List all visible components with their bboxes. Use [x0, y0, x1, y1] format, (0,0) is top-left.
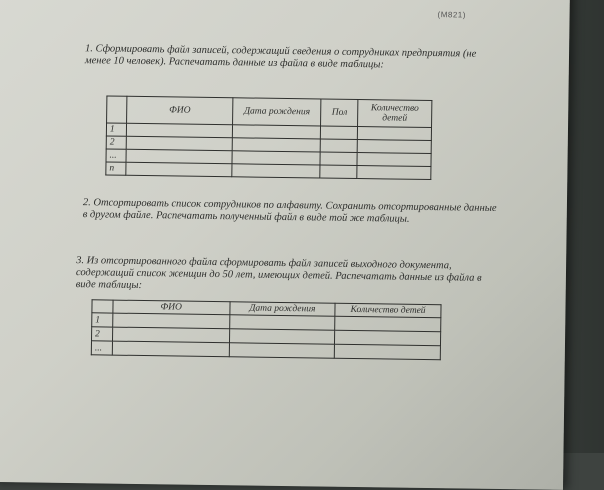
table-cell [357, 140, 431, 154]
employees-table [105, 95, 432, 180]
row-number: n [106, 162, 126, 175]
row-number: ... [91, 341, 112, 355]
table-cell [357, 127, 431, 141]
table-cell [320, 152, 357, 166]
table-cell [229, 329, 335, 344]
table-cell [335, 330, 441, 345]
row-number: 1 [106, 123, 126, 136]
column-header-number [92, 300, 113, 313]
row-number: 2 [91, 327, 112, 341]
table-cell [357, 153, 431, 167]
column-header-birth-date: Дата рождения [230, 302, 336, 316]
table-cell [334, 344, 440, 359]
row-number: ... [106, 149, 126, 162]
table-cell [335, 316, 441, 331]
table-cell [321, 126, 358, 140]
column-header-birth-date: Дата рождения [233, 98, 322, 126]
table-cell [232, 164, 321, 178]
column-header-children-count: Количество детей [358, 100, 432, 128]
women-table [91, 299, 442, 360]
table-cell [232, 138, 321, 152]
task-2-text: 2. Отсортировать список сотрудников по алфавиту. Сохранить отсортированные данные в другом файле. Распечатать полученный файл в виде той же таблицы. [82, 197, 497, 225]
document-code: (М821) [437, 10, 466, 20]
table-cell [357, 166, 431, 180]
row-number: 1 [92, 313, 113, 327]
column-header-number [107, 96, 127, 123]
table-cell [229, 343, 335, 358]
table-cell [126, 162, 232, 176]
table-cell [320, 165, 357, 179]
task-1-text: 1. Сформировать файл записей, содержащий сведения о сотрудниках предприятия (не менее 10 человек). Распечатать данные из файла в виде таблицы: [84, 43, 477, 71]
table-cell [232, 125, 321, 139]
row-number: 2 [106, 136, 126, 149]
table-cell [232, 151, 321, 165]
table-cell [229, 315, 335, 330]
task-3-text: 3. Из отсортированного файла сформировать файл записей выходного документа, содержащий список женщин до 50 лет, имеющих детей. Распечатать данные из файла в виде таблицы: [75, 255, 482, 292]
column-header-fio: ФИО [113, 300, 230, 315]
column-header-children-count: Количество детей [335, 303, 441, 317]
column-header-gender: Пол [321, 99, 358, 127]
table-cell [321, 139, 358, 153]
column-header-fio: ФИО [127, 96, 233, 124]
table-cell [112, 341, 229, 357]
